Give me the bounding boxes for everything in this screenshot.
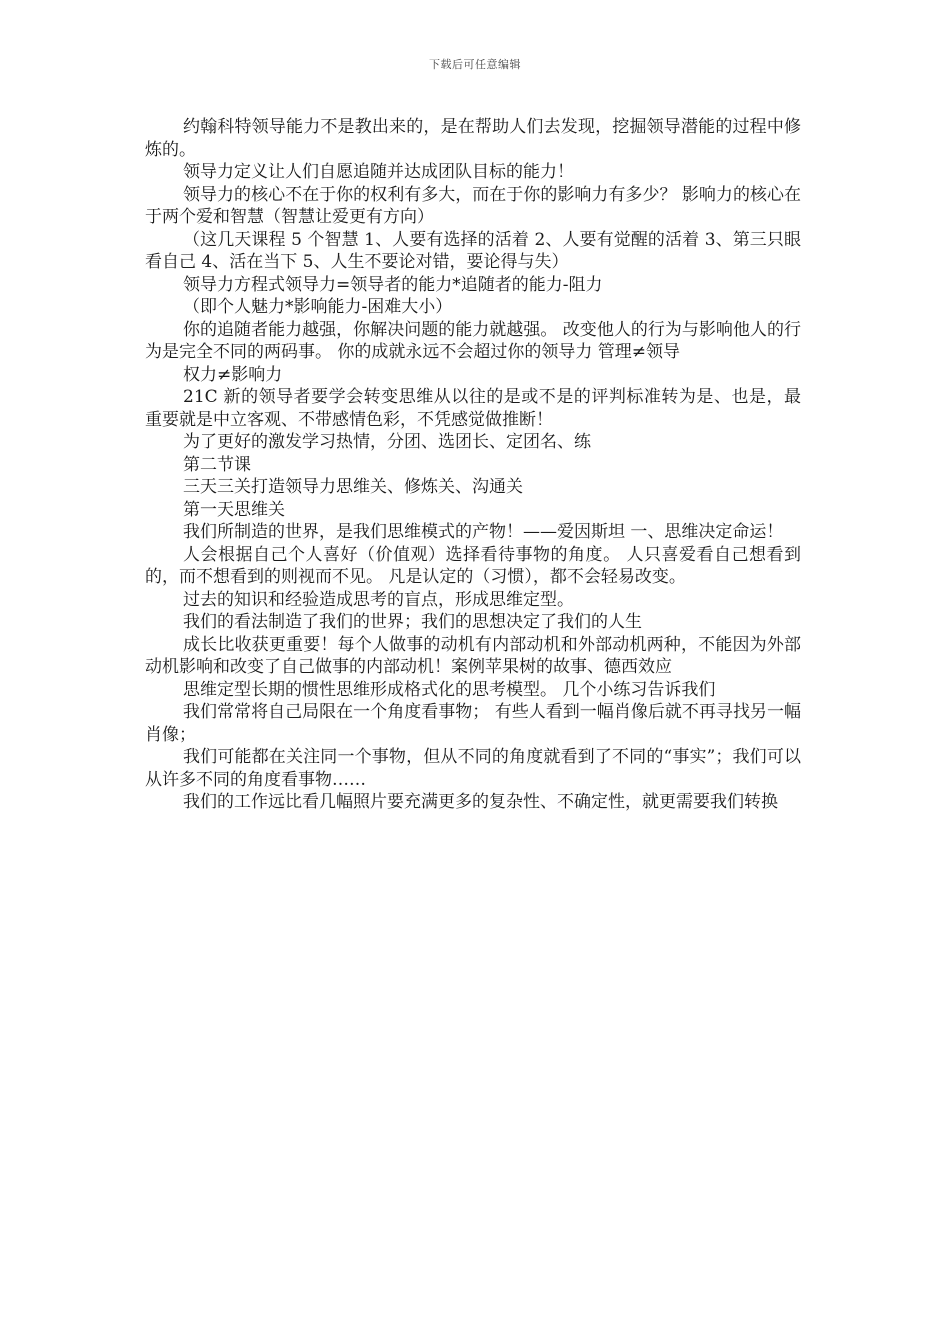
section-heading: 第一天思维关 [183, 499, 285, 520]
paragraph: 领导力方程式领导力=领导者的能力*追随者的能力-阻力 [183, 274, 603, 295]
paragraph: 我们常常将自己局限在一个角度看事物； 有些人看到一幅肖像后就不再寻找另一幅肖像； [145, 702, 801, 745]
document-body [145, 116, 801, 814]
paragraph: 约翰科特领导能力不是教出来的，是在帮助人们去发现，挖掘领导潜能的过程中修炼的。 [145, 117, 801, 160]
paragraph: 我们所制造的世界，是我们思维模式的产物！——爱因斯坦 一、思维决定命运！ [183, 522, 784, 542]
paragraph: 为了更好的激发学习热情，分团、选团长、定团名、练 [183, 432, 591, 452]
paragraph: 你的追随者能力越强，你解决问题的能力就越强。 改变他人的行为与影响他人的行为是完全不同的两码事。 你的成就永远不会超过你的领导力 管理≠领导 [145, 319, 801, 362]
paragraph: 权力≠影响力 [183, 364, 283, 385]
paragraph: （这几天课程 5 个智慧 1、人要有选择的活着 2、人要有觉醒的活着 3、第三只眼看自己 4、活在当下 5、人生不要论对错，要论得与失） [145, 229, 801, 272]
paragraph: 领导力定义让人们自愿追随并达成团队目标的能力！ [183, 162, 574, 182]
paragraph: 过去的知识和经验造成思考的盲点，形成思维定型。 [183, 589, 574, 610]
paragraph: 成长比收获更重要！每个人做事的动机有内部动机和外部动机两种，不能因为外部动机影响和改变了自己做事的内部动机！案例苹果树的故事、德西效应 [145, 634, 801, 677]
paragraph: 21C 新的领导者要学会转变思维从以往的是或不是的评判标准转为是、也是，最重要就是中立客观、不带感情色彩，不凭感觉做推断！ [145, 387, 801, 430]
section-heading: 第二节课 [183, 454, 251, 475]
paragraph: 我们的工作远比看几幅照片要充满更多的复杂性、不确定性，就更需要我们转换 [183, 792, 778, 812]
paragraph: 领导力的核心不在于你的权利有多大，而在于你的影响力有多少？ 影响力的核心在于两个爱和智慧（智慧让爱更有方向） [145, 184, 801, 227]
paragraph: 我们可能都在关注同一个事物，但从不同的角度就看到了不同的“事实”；我们可以从许多不同的角度看事物…… [145, 747, 801, 790]
page-header: 下载后可任意编辑 [429, 58, 521, 71]
paragraph: （即个人魅力*影响能力-困难大小） [183, 297, 453, 317]
paragraph: 三天三关打造领导力思维关、修炼关、沟通关 [183, 477, 523, 497]
paragraph: 思维定型长期的惯性思维形成格式化的思考模型。 几个小练习告诉我们 [183, 679, 716, 700]
paragraph: 我们的看法制造了我们的世界；我们的思想决定了我们的人生 [183, 612, 642, 632]
paragraph: 人会根据自己个人喜好（价值观）选择看待事物的角度。 人只喜爱看自己想看到的，而不想看到的则视而不见。 凡是认定的（习惯），都不会轻易改变。 [145, 544, 801, 587]
